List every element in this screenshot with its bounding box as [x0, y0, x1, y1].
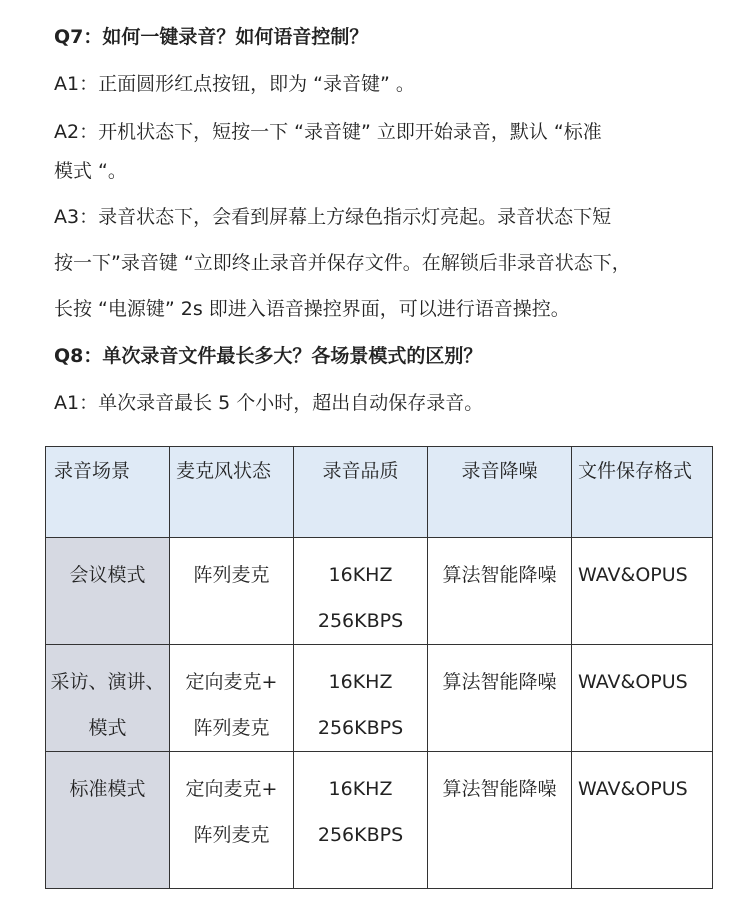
- table-row: [46, 538, 713, 645]
- scene-cell: 标准模式: [46, 752, 170, 889]
- answer-q7-a3-line2: 按一下”录音键 “立即终止录音并保存文件。在解锁后非录音状态下，: [54, 252, 631, 274]
- header-cell-quality: 录音品质: [294, 447, 428, 538]
- answer-q7-a2-line1: A2：开机状态下，短按一下 “录音键” 立即开始录音，默认 “标准: [54, 121, 602, 143]
- answer-q7-a3-line3: 长按 “电源键” 2s 即进入语音操控界面，可以进行语音操控。: [54, 298, 570, 320]
- table-row: [46, 752, 713, 889]
- format-cell: WAV&OPUS: [572, 645, 713, 752]
- quality-cell: 16KHZ 256KBPS: [294, 538, 428, 645]
- header-cell-noise: 录音降噪: [428, 447, 572, 538]
- table-row: [46, 645, 713, 752]
- mic-cell: 定向麦克+ 阵列麦克: [170, 752, 294, 889]
- question-q7: Q7：如何一键录音？如何语音控制？: [54, 26, 369, 48]
- question-q8: Q8：单次录音文件最长多大？各场景模式的区别？: [54, 345, 483, 367]
- noise-cell: 算法智能降噪: [428, 752, 572, 889]
- noise-cell: 算法智能降噪: [428, 538, 572, 645]
- table-header-row: [46, 447, 713, 538]
- quality-cell: 16KHZ 256KBPS: [294, 752, 428, 889]
- answer-q8-a1: A1：单次录音最长 5 个小时，超出自动保存录音。: [54, 392, 484, 414]
- mic-cell: 定向麦克+ 阵列麦克: [170, 645, 294, 752]
- answer-q7-a1: A1：正面圆形红点按钮，即为 “录音键” 。: [54, 73, 415, 95]
- header-cell-scene: 录音场景: [46, 447, 170, 538]
- mic-cell: 阵列麦克: [170, 538, 294, 645]
- scene-cell: 会议模式: [46, 538, 170, 645]
- header-cell-mic: 麦克风状态: [170, 447, 294, 538]
- answer-q7-a3-line1: A3：录音状态下，会看到屏幕上方绿色指示灯亮起。录音状态下短: [54, 206, 612, 228]
- quality-cell: 16KHZ 256KBPS: [294, 645, 428, 752]
- answer-q7-a2-line2: 模式 “。: [54, 160, 127, 182]
- header-cell-format: 文件保存格式: [572, 447, 713, 538]
- format-cell: WAV&OPUS: [572, 538, 713, 645]
- scene-mode-table: [45, 446, 713, 889]
- format-cell: WAV&OPUS: [572, 752, 713, 889]
- noise-cell: 算法智能降噪: [428, 645, 572, 752]
- scene-cell: 采访、演讲、 模式: [46, 645, 170, 752]
